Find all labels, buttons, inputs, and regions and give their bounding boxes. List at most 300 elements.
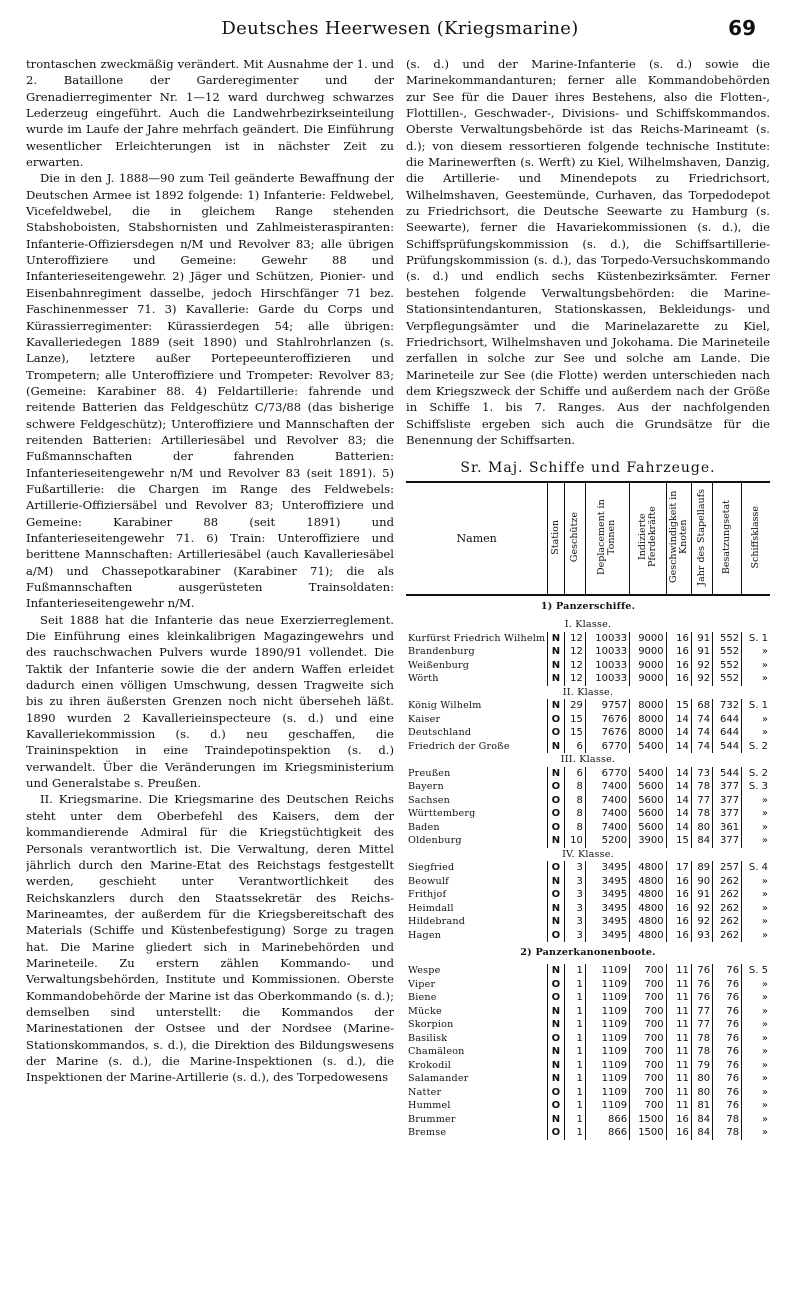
table-cell: 84 <box>691 834 712 848</box>
table-cell: 16 <box>666 645 691 659</box>
table-cell: 544 <box>713 740 742 754</box>
table-cell: 3495 <box>585 861 629 875</box>
table-cell: 79 <box>691 1059 712 1073</box>
table-cell: » <box>742 821 770 835</box>
table-cell: » <box>742 1086 770 1100</box>
table-row <box>406 1126 770 1140</box>
table-cell: O <box>548 1032 564 1046</box>
table-cell: Weißenburg <box>408 659 470 671</box>
table-cell: 9757 <box>585 699 629 713</box>
paragraph: Die in den J. 1888—90 zum Teil geänderte Bewaffnung der Deutschen Armee ist 1892 folgende: 1) Infanterie: Feldwebel, Vicefeldwebel, die in gleichem Range stehenden Stabshoboisten, Stabshornisten und Zahlmeisteraspiranten: Infanterie-Offiziersdegen n/M und Revolver 83; alle übrigen Unteroffiziere und Gemeine: Gewehr 88 und Infanterieseitengewehr. 2) Jäger und Schützen, Pionier- und Eisenbahnregiment dasselbe, jedoch Hirschfänger 71 bez. Faschinenmesser 71. 3) Kavallerie: Garde du Corps und Kürassierregimenter: Kürassierdegen 54; alle übrigen: Kavalleriedegen 1889 (seit 1890) und Stahlrohrlanzen (s. Lanze), letztere außer Portepeeunteroffizieren und Trompetern; alle Unteroffiziere und Trompeter: Revolver 83; (Gemeine: Karabiner 88. 4) Feldartillerie: fahrende und reitende Batterien das Feldgeschütz C/73/88 (das bisherige schwere Feldgeschütz); Unteroffiziere und Mannschaften der reitenden Batterien: Artilleriesäbel und Revolver 83; die Fußmannschaften der fahrenden Batterien: Infanterieseitengewehr n/M und Revolver 83 (seit 1891). 5) Fußartillerie: die Chargen im Range des Feldwebels: Artillerie-Offiziersäbel und Revolver 83; Unteroffiziere und Gemeine: Karabiner 88 (seit 1891) und Infanterieseitengewehr 71. 6) Train: Unteroffiziere und berittene Mannschaften: Artilleriesäbel (auch Kavalleriesäbel a/M) und Chassepotkarabiner (Karabiner 71); die als Fußmannschaften ausgerüsteten Trainsoldaten: Infanterieseitengewehr n/M. <box>26 171 394 611</box>
table-cell: 3495 <box>585 888 629 902</box>
table-cell: 76 <box>713 1099 742 1113</box>
table-cell: » <box>742 713 770 727</box>
table-cell: 78 <box>691 780 712 794</box>
table-cell: 76 <box>691 978 712 992</box>
table-cell: » <box>742 1045 770 1059</box>
table-cell: 262 <box>713 929 742 943</box>
table-cell: 9000 <box>630 645 667 659</box>
column-header <box>630 483 667 595</box>
table-cell: 76 <box>713 1072 742 1086</box>
table-cell: Sachsen <box>408 794 451 806</box>
table-cell: 262 <box>713 888 742 902</box>
table-cell: 80 <box>691 821 712 835</box>
table-cell: 1500 <box>630 1113 667 1127</box>
table-row <box>406 645 770 659</box>
table-cell: S. 1 <box>742 632 770 646</box>
table-cell: 7400 <box>585 807 629 821</box>
table-cell: Brandenburg <box>408 646 475 658</box>
table-cell: 16 <box>666 672 691 686</box>
table-row <box>406 834 770 848</box>
paragraph: Seit 1888 hat die Infanterie das neue Exerzierreglement. Die Einführung eines kleinkalibrigen Magazingewehrs und des rauchschwachen Pulvers wurde 1890/91 vollendet. Die Taktik der Infanterie sowie die der andern Waffen erleidet dadurch einen völligen Umschwung, dessen Tragweite sich bis zu ihren äußersten Grenzen noch nicht überseheh läßt. 1890 wurden 2 Kavallerieinspecteure (s. d.) und eine Kavalleriekommission (s. d.) neu geschaffen, die Traininspektion in eine Traindepotinspektion (s. d.) verwandelt. Über die Veränderungen im Kriegsministerium und Generalstabe s. Preußen. <box>26 612 394 791</box>
table-cell: 74 <box>691 740 712 754</box>
table-cell: 14 <box>666 780 691 794</box>
table-cell: O <box>548 1099 564 1113</box>
table-cell: 93 <box>691 929 712 943</box>
table-cell: 12 <box>564 659 585 673</box>
table-row <box>406 1099 770 1113</box>
table-cell: Baden <box>408 821 440 833</box>
table-cell: 76 <box>713 1059 742 1073</box>
table-cell: 5600 <box>630 807 667 821</box>
page-header <box>0 0 800 48</box>
table-cell: 77 <box>691 794 712 808</box>
table-cell: 5400 <box>630 740 667 754</box>
table-cell: O <box>548 821 564 835</box>
column-header-label: Besatzungsetat <box>721 500 733 575</box>
table-cell: N <box>548 632 564 646</box>
table-cell: 78 <box>713 1126 742 1140</box>
table-cell: 7676 <box>585 726 629 740</box>
table-cell: Beowulf <box>408 875 449 887</box>
table-cell: 76 <box>713 1032 742 1046</box>
table-cell: » <box>742 807 770 821</box>
table-cell: S. 3 <box>742 780 770 794</box>
table-cell: 14 <box>666 821 691 835</box>
table-cell: 76 <box>713 978 742 992</box>
column-header-label: Geschütze <box>568 512 580 563</box>
table-cell: 4800 <box>630 915 667 929</box>
table-cell: 5600 <box>630 821 667 835</box>
class-title: II. Klasse. <box>562 686 614 698</box>
table-cell: 3 <box>564 875 585 889</box>
table-cell: 81 <box>691 1099 712 1113</box>
table-cell: N <box>548 1018 564 1032</box>
table-cell: S. 1 <box>742 699 770 713</box>
table-cell: 11 <box>666 1099 691 1113</box>
table-row <box>406 780 770 794</box>
table-cell: 1 <box>564 1018 585 1032</box>
table-cell: Mücke <box>408 1005 442 1017</box>
table-row <box>406 888 770 902</box>
table-cell: 84 <box>691 1126 712 1140</box>
table-cell: 14 <box>666 726 691 740</box>
table-cell: Kurfürst Friedrich Wilhelm <box>408 632 546 644</box>
table-cell: Wörth <box>408 673 439 685</box>
table-cell: 92 <box>691 672 712 686</box>
table-cell: 1 <box>564 991 585 1005</box>
table-cell: 377 <box>713 780 742 794</box>
table-row <box>406 672 770 686</box>
column-header <box>742 483 770 595</box>
table-cell: S. 4 <box>742 861 770 875</box>
table-cell: 8000 <box>630 699 667 713</box>
table-cell: 76 <box>713 991 742 1005</box>
table-cell: 1109 <box>585 1086 629 1100</box>
table-row <box>406 1059 770 1073</box>
table-row <box>406 875 770 889</box>
table-cell: S. 2 <box>742 740 770 754</box>
table-cell: 262 <box>713 875 742 889</box>
table-cell: 1 <box>564 1086 585 1100</box>
table-row <box>406 632 770 646</box>
table-cell: 361 <box>713 821 742 835</box>
table-cell: 16 <box>666 929 691 943</box>
table-cell: 7400 <box>585 821 629 835</box>
table-cell: 16 <box>666 659 691 673</box>
table-cell: 12 <box>564 672 585 686</box>
table-cell: 76 <box>713 1018 742 1032</box>
table-row <box>406 1113 770 1127</box>
table-cell: » <box>742 978 770 992</box>
table-cell: 73 <box>691 767 712 781</box>
table-cell: 262 <box>713 902 742 916</box>
table-cell: 8 <box>564 821 585 835</box>
table-cell: » <box>742 1059 770 1073</box>
table-cell: 8000 <box>630 713 667 727</box>
table-cell: 14 <box>666 807 691 821</box>
table-cell: 700 <box>630 1045 667 1059</box>
table-cell: 11 <box>666 991 691 1005</box>
table-cell: 74 <box>691 726 712 740</box>
table-cell: 5400 <box>630 767 667 781</box>
table-cell: Bayern <box>408 781 444 793</box>
table-cell: 1500 <box>630 1126 667 1140</box>
table-cell: 80 <box>691 1072 712 1086</box>
table-cell: 4800 <box>630 861 667 875</box>
table-cell: 76 <box>691 991 712 1005</box>
table-cell: » <box>742 645 770 659</box>
table-cell: 1109 <box>585 1018 629 1032</box>
table-cell: 10 <box>564 834 585 848</box>
table-cell: 78 <box>691 1032 712 1046</box>
table-row <box>406 807 770 821</box>
table-cell: 644 <box>713 713 742 727</box>
table-cell: 91 <box>691 888 712 902</box>
table-row <box>406 767 770 781</box>
table-cell: 11 <box>666 1005 691 1019</box>
table-cell: 377 <box>713 794 742 808</box>
table-cell: 15 <box>564 713 585 727</box>
table-cell: » <box>742 1005 770 1019</box>
table-cell: Chamäleon <box>408 1046 465 1058</box>
table-row <box>406 1005 770 1019</box>
table-cell: 12 <box>564 632 585 646</box>
column-header <box>666 483 691 595</box>
page-number: 69 <box>728 16 756 40</box>
table-cell: 16 <box>666 888 691 902</box>
table-cell: 377 <box>713 834 742 848</box>
table-row <box>406 699 770 713</box>
table-cell: N <box>548 699 564 713</box>
table-cell: N <box>548 1059 564 1073</box>
table-cell: 76 <box>713 1045 742 1059</box>
table-cell: N <box>548 1113 564 1127</box>
table-cell: 91 <box>691 645 712 659</box>
column-header-label: Schiffsklasse <box>750 506 762 569</box>
table-cell: 5200 <box>585 834 629 848</box>
table-cell: 700 <box>630 964 667 978</box>
table-cell: 3 <box>564 902 585 916</box>
table-cell: 4800 <box>630 929 667 943</box>
table-cell: Natter <box>408 1086 442 1098</box>
table-cell: 7676 <box>585 713 629 727</box>
table-cell: » <box>742 1113 770 1127</box>
table-cell: 3495 <box>585 929 629 943</box>
table-cell: N <box>548 1045 564 1059</box>
table-cell: 700 <box>630 991 667 1005</box>
table-cell: 544 <box>713 767 742 781</box>
table-cell: 6 <box>564 767 585 781</box>
table-cell: 1109 <box>585 1005 629 1019</box>
table-cell: 89 <box>691 861 712 875</box>
table-cell: N <box>548 645 564 659</box>
table-cell: 11 <box>666 1018 691 1032</box>
class-row <box>406 848 770 862</box>
paragraph: II. Kriegsmarine. Die Kriegsmarine des Deutschen Reichs steht unter dem Oberbefehl des Kaisers, dem der kommandierende Admiral für die Kriegstüchtigkeit des Personals verantwortlich ist. Die Verwaltung, deren Mittel jährlich durch den Marine-Etat des Reichstags festgestellt werden, geschieht unter Verantwortlichkeit des Reichskanzlers durch den Staatssekretär des Reichs-Marineamtes, der außerdem für die Kriegsbereitschaft des Materials (Schiffe und Küstenbefestigung) Sorge zu tragen hat. Die Marine gliedert sich in Marinebehörden und Marineteile. Zu erstern zählen Kommando- und Verwaltungsbehörden, Institute und Kommissionen. Oberste Kommandobehörde der Marine ist das Oberkommando (s. d.); demselben sind unterstellt: die Kommandos der Marinestationen der Ostsee und der Nordsee (Marine-Stationskommandos, s. d.), die Direktion des Bildungswesens der Marine (s. d.), die Marine-Inspektionen (s. d.), die Inspektionen der Marine-Artillerie (s. d.), des Torpedowesens <box>26 792 394 1085</box>
section-row <box>406 942 770 964</box>
table-cell: O <box>548 713 564 727</box>
section-row <box>406 595 770 618</box>
table-cell: » <box>742 794 770 808</box>
right-column <box>406 56 770 1296</box>
table-cell: 1 <box>564 1072 585 1086</box>
table-cell: 3 <box>564 888 585 902</box>
table-cell: N <box>548 672 564 686</box>
table-cell: 700 <box>630 1072 667 1086</box>
table-cell: O <box>548 861 564 875</box>
table-cell: 6770 <box>585 740 629 754</box>
table-cell: » <box>742 902 770 916</box>
table-cell: 1109 <box>585 1045 629 1059</box>
table-cell: N <box>548 1005 564 1019</box>
table-cell: 700 <box>630 1099 667 1113</box>
table-cell: Krokodil <box>408 1059 451 1071</box>
table-cell: 9000 <box>630 672 667 686</box>
table-cell: » <box>742 915 770 929</box>
table-cell: » <box>742 1126 770 1140</box>
table-cell: Kaiser <box>408 713 441 725</box>
table-cell: O <box>548 780 564 794</box>
class-row <box>406 618 770 632</box>
column-header-label: Jahr des Stapellaufs <box>696 488 707 586</box>
table-cell: 7400 <box>585 780 629 794</box>
table-cell: 3495 <box>585 875 629 889</box>
table-cell: 700 <box>630 1086 667 1100</box>
left-column <box>26 56 394 1296</box>
table-cell: Viper <box>408 978 436 990</box>
table-row <box>406 740 770 754</box>
table-cell: 14 <box>666 740 691 754</box>
table-cell: » <box>742 929 770 943</box>
table-cell: Oldenburg <box>408 835 462 847</box>
paragraph: (s. d.) und der Marine-Infanterie (s. d.) sowie die Marinekommandanturen; ferner alle Kommandobehörden zur See für die Dauer ihres Bestehens, also die Flotten-, Flottillen-, Geschwader-, Divisions- und Schiffskommandos. Oberste Verwaltungsbehörde ist das Reichs-Marineamt (s. d.); von diesem ressortieren folgende technische Institute: die Marinewerften (s. Werft) zu Kiel, Wilhelmshaven, Danzig, die Artillerie- und Minendepots zu Friedrichsort, Wilhelmshaven, Geestemünde, Curhaven, das Torpedodepot zu Friedrichsort, die Deutsche Seewarte zu Hamburg (s. Seewarte), ferner die Havariekommissionen (s. d.), die Schiffsprüfungskommission (s. d.), die Schiffsartillerie-Prüfungskommission (s. d.), das Torpedo-Versuchskommando (s. d.) und endlich sechs Küstenbezirksämter. Ferner bestehen folgende Verwaltungsbehörden: die Marine-Stationsintendanturen, Stationskassen, Bekleidungs- und Verpflegungsämter und die Marinelazarette zu Kiel, Friedrichsort, Wilhelmshaven und Jokohama. Die Marineteile zerfallen in solche zur See und solche am Lande. Die Marineteile zur See (die Flotte) werden unterschieden nach dem Kriegszweck der Schiffe und außerdem nach der Größe in Schiffe 1. bis 7. Ranges. Aus der nachfolgenden Schiffsliste ergeben sich auch die Grundsätze für die Benennung der Schiffsarten. <box>406 57 770 447</box>
table-cell: Brummer <box>408 1113 456 1125</box>
table-cell: » <box>742 659 770 673</box>
table-cell: 1 <box>564 1059 585 1073</box>
table-cell: Hummel <box>408 1100 451 1112</box>
table-cell: 3 <box>564 915 585 929</box>
table-cell: 10033 <box>585 659 629 673</box>
table-cell: 700 <box>630 978 667 992</box>
table-cell: Siegfried <box>408 862 455 874</box>
table-cell: 3900 <box>630 834 667 848</box>
table-cell: 5600 <box>630 780 667 794</box>
table-cell: Württemberg <box>408 808 476 820</box>
table-cell: O <box>548 794 564 808</box>
table-cell: O <box>548 726 564 740</box>
table-cell: Basilisk <box>408 1032 448 1044</box>
table-cell: O <box>548 807 564 821</box>
table-cell: O <box>548 929 564 943</box>
column-header-label: Geschwindigkeit in Knoten <box>667 491 689 584</box>
ships-table-header <box>406 483 770 595</box>
table-cell: 9000 <box>630 632 667 646</box>
table-cell: 552 <box>713 632 742 646</box>
table-row <box>406 794 770 808</box>
table-cell: » <box>742 726 770 740</box>
table-row <box>406 902 770 916</box>
table-cell: O <box>548 888 564 902</box>
table-row <box>406 964 770 978</box>
table-cell: 11 <box>666 978 691 992</box>
table-cell: » <box>742 1032 770 1046</box>
table-cell: 4800 <box>630 888 667 902</box>
table-cell: S. 5 <box>742 964 770 978</box>
table-cell: Deutschland <box>408 727 472 739</box>
table-cell: 1109 <box>585 978 629 992</box>
table-cell: 17 <box>666 861 691 875</box>
table-cell: 1109 <box>585 964 629 978</box>
table-cell: 11 <box>666 1045 691 1059</box>
table-cell: 76 <box>713 1005 742 1019</box>
table-cell: 1109 <box>585 1032 629 1046</box>
table-cell: Hildebrand <box>408 916 466 928</box>
table-row <box>406 929 770 943</box>
table-row <box>406 915 770 929</box>
column-header-label: Deplacement in Tonnen <box>596 499 618 576</box>
table-cell: » <box>742 991 770 1005</box>
table-cell: N <box>548 767 564 781</box>
table-cell: 1 <box>564 978 585 992</box>
table-cell: 78 <box>713 1113 742 1127</box>
table-cell: 11 <box>666 964 691 978</box>
table-cell: 15 <box>666 834 691 848</box>
table-row <box>406 1086 770 1100</box>
table-cell: Bremse <box>408 1127 447 1139</box>
table-cell: 76 <box>691 964 712 978</box>
table-cell: König Wilhelm <box>408 700 482 712</box>
table-cell: » <box>742 875 770 889</box>
table-cell: O <box>548 1086 564 1100</box>
table-cell: 3 <box>564 929 585 943</box>
table-row <box>406 861 770 875</box>
table-cell: 76 <box>713 1086 742 1100</box>
table-cell: 12 <box>564 645 585 659</box>
table-cell: O <box>548 991 564 1005</box>
table-cell: 552 <box>713 645 742 659</box>
table-cell: 10033 <box>585 672 629 686</box>
table-cell: 92 <box>691 659 712 673</box>
table-cell: Preußen <box>408 767 451 779</box>
table-cell: 732 <box>713 699 742 713</box>
table-cell: » <box>742 1018 770 1032</box>
table-cell: N <box>548 902 564 916</box>
table-cell: 6770 <box>585 767 629 781</box>
table-cell: Frithjof <box>408 889 447 901</box>
class-title: III. Klasse. <box>560 754 616 766</box>
column-header-label: Station <box>549 519 561 555</box>
table-cell: 6 <box>564 740 585 754</box>
table-cell: 1 <box>564 1032 585 1046</box>
column-header <box>713 483 742 595</box>
table-cell: 8000 <box>630 726 667 740</box>
table-cell: N <box>548 1072 564 1086</box>
table-cell: 16 <box>666 632 691 646</box>
table-cell: 1109 <box>585 1072 629 1086</box>
table-cell: N <box>548 964 564 978</box>
table-cell: 552 <box>713 659 742 673</box>
table-cell: Hagen <box>408 929 442 941</box>
table-cell: Biene <box>408 992 437 1004</box>
table-cell: 68 <box>691 699 712 713</box>
table-cell: 1109 <box>585 1099 629 1113</box>
table-cell: Heimdall <box>408 902 454 914</box>
table-cell: Skorpion <box>408 1019 454 1031</box>
table-cell: 3495 <box>585 915 629 929</box>
table-cell: 80 <box>691 1086 712 1100</box>
table-cell: 7400 <box>585 794 629 808</box>
table-cell: » <box>742 672 770 686</box>
table-cell: 84 <box>691 1113 712 1127</box>
ships-table <box>406 483 770 1140</box>
table-cell: 3 <box>564 861 585 875</box>
table-cell: 10033 <box>585 645 629 659</box>
column-header: Namen <box>456 532 497 546</box>
table-cell: 1 <box>564 1113 585 1127</box>
table-cell: 92 <box>691 915 712 929</box>
table-row <box>406 1032 770 1046</box>
table-cell: 16 <box>666 1126 691 1140</box>
table-cell: N <box>548 659 564 673</box>
table-cell: N <box>548 834 564 848</box>
table-cell: 14 <box>666 767 691 781</box>
table-cell: 76 <box>713 964 742 978</box>
table-cell: 1 <box>564 1099 585 1113</box>
table-cell: 78 <box>691 1045 712 1059</box>
table-cell: 91 <box>691 632 712 646</box>
table-cell: N <box>548 915 564 929</box>
table-cell: 700 <box>630 1005 667 1019</box>
section-title: 2) Panzerkanonenboote. <box>520 947 656 959</box>
table-row <box>406 713 770 727</box>
table-cell: 11 <box>666 1059 691 1073</box>
table-cell: 10033 <box>585 632 629 646</box>
table-row <box>406 991 770 1005</box>
table-cell: 257 <box>713 861 742 875</box>
column-header <box>585 483 629 595</box>
